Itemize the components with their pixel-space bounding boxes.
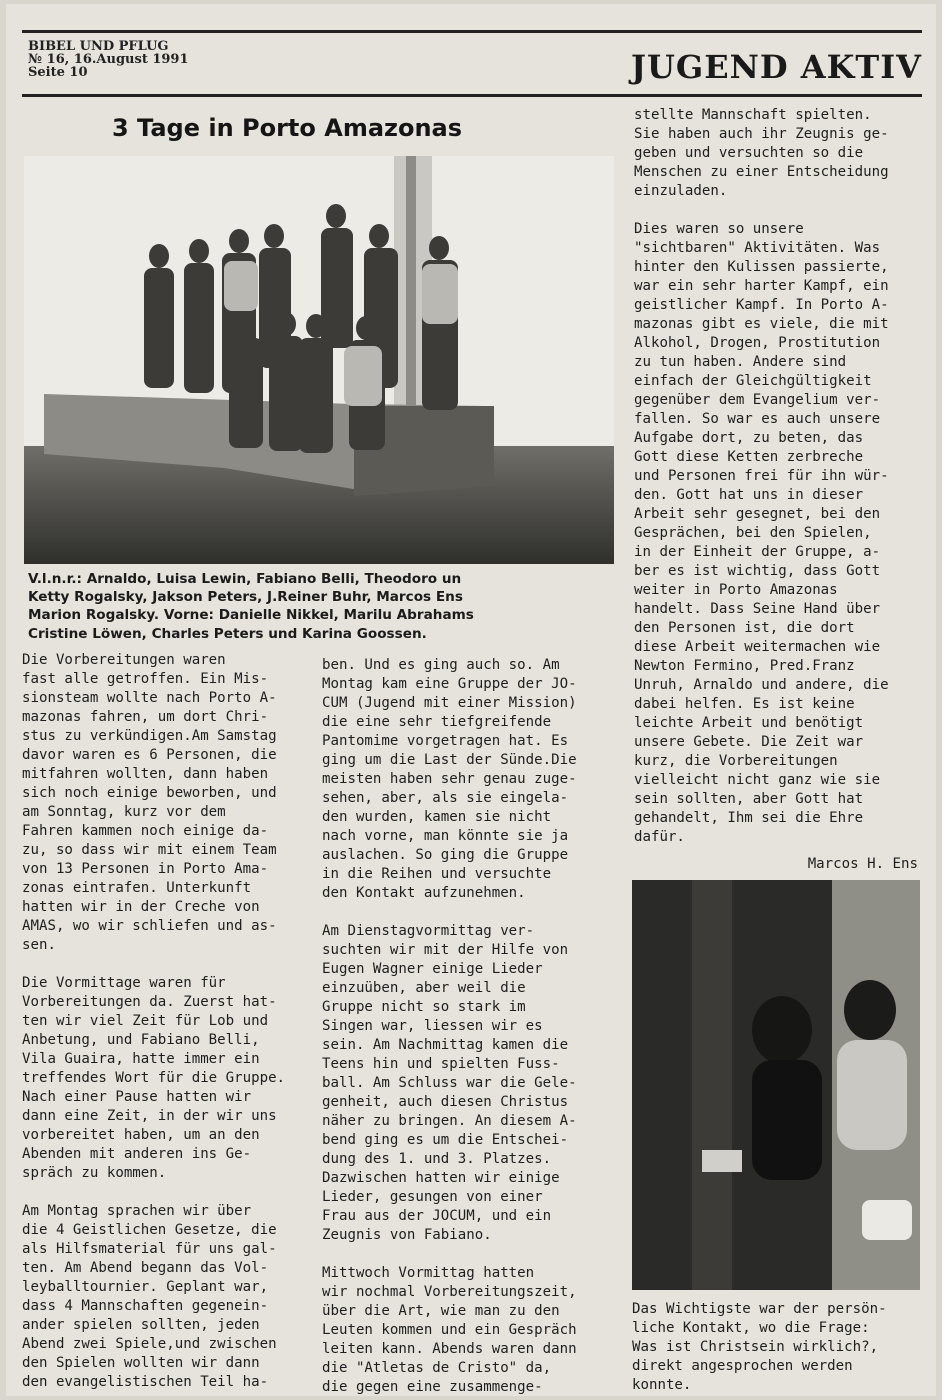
text-line: Vila Guaira, hatte immer ein [22, 1051, 260, 1067]
text-line: ball. Am Schluss war die Gele- [322, 1075, 577, 1091]
text-line: Sie haben auch ihr Zeugnis ge- [634, 126, 889, 142]
text-line: leiten kann. Abends waren dann [322, 1341, 577, 1357]
paragraph-gap [634, 201, 922, 220]
text-line: den evangelistischen Teil ha- [22, 1374, 269, 1390]
masthead-info [28, 40, 189, 79]
group-photo-image [24, 156, 614, 564]
text-line: spräch zu kommen. [22, 1165, 167, 1181]
text-line: suchten wir mit der Hilfe von [322, 942, 569, 958]
text-line: Aufgabe dort, zu beten, das [634, 430, 864, 446]
text-line: davor waren es 6 Personen, die [22, 747, 277, 763]
text-line: dafür. [634, 829, 685, 845]
paragraph-gap [322, 1245, 614, 1264]
section-title: JUGEND AKTIV [630, 48, 922, 86]
text-line: fast alle getroffen. Ein Mis- [22, 671, 269, 687]
text-line: Montag kam eine Gruppe der JO- [322, 676, 577, 692]
text-line: den Personen ist, die dort [634, 620, 855, 636]
caption-line: Was ist Christsein wirklich?, [632, 1339, 879, 1355]
text-line: zu, so dass wir mit einem Team [22, 842, 277, 858]
text-line: CUM (Jugend mit einer Mission) [322, 695, 577, 711]
text-line: genheit, auch diesen Christus [322, 1094, 569, 1110]
paragraph-gap [22, 955, 314, 974]
text-line: Abend zwei Spiele,und zwischen [22, 1336, 277, 1352]
publication-name: BIBEL UND PFLUG [28, 39, 169, 54]
text-line: näher zu bringen. An diesem A- [322, 1113, 577, 1129]
text-line: stellte Mannschaft spielten. [634, 107, 872, 123]
text-line: Am Montag sprachen wir über [22, 1203, 252, 1219]
text-line: unsere Gebete. Die Zeit war [634, 734, 864, 750]
caption-line: V.l.n.r.: Arnaldo, Luisa Lewin, Fabiano Belli, Theodoro un [28, 571, 462, 587]
text-line: hinter den Kulissen passierte, [634, 259, 889, 275]
text-line: stus zu verkündigen.Am Samstag [22, 728, 277, 744]
group-photo [24, 156, 614, 564]
text-line: Unruh, Arnaldo und andere, die [634, 677, 889, 693]
text-line: ging um die Last der Sünde.Die [322, 752, 577, 768]
text-line: ten wir viel Zeit für Lob und [22, 1013, 269, 1029]
text-line: sein. Am Nachmittag kamen die [322, 1037, 569, 1053]
caption-line: Ketty Rogalsky, Jakson Peters, J.Reiner Buhr, Marcos Ens [28, 589, 463, 606]
text-line: den wurden, kamen sie nicht [322, 809, 552, 825]
text-line: sehen, aber, als sie eingela- [322, 790, 569, 806]
text-line: die gegen eine zusammenge- [322, 1379, 543, 1395]
text-line: "sichtbaren" Aktivitäten. Was [634, 240, 881, 256]
text-line: auslachen. So ging die Gruppe [322, 847, 569, 863]
text-line: wir nochmal Vorbereitungszeit, [322, 1284, 577, 1300]
text-line: gegenüber dem Evangelium ver- [634, 392, 881, 408]
text-line: in der Einheit der Gruppe, a- [634, 544, 881, 560]
text-line: Abenden mit anderen ins Ge- [22, 1146, 252, 1162]
text-line: die "Atletas de Cristo" da, [322, 1360, 552, 1376]
text-line: Nach einer Pause hatten wir [22, 1089, 252, 1105]
text-line: Gruppe nicht so stark im [322, 999, 526, 1015]
text-line: von 13 Personen in Porto Ama- [22, 861, 269, 877]
text-line: mazonas gibt es viele, die mit [634, 316, 889, 332]
text-line: sionsteam wollte nach Porto A- [22, 690, 277, 706]
photo2-caption [632, 1300, 920, 1395]
text-line: als Hilfsmaterial für uns gal- [22, 1241, 277, 1257]
text-line: am Sonntag, kurz vor dem [22, 804, 226, 820]
text-line: hatten wir in der Creche von [22, 899, 260, 915]
text-line: und Personen frei für ihn wür- [634, 468, 889, 484]
text-line: Dies waren so unsere [634, 221, 804, 237]
text-line: fallen. So war es auch unsere [634, 411, 881, 427]
text-line: weiter in Porto Amazonas [634, 582, 838, 598]
text-line: Lieder, gesungen von einer [322, 1189, 543, 1205]
photo-caption [28, 570, 608, 643]
caption-line: Cristine Löwen, Charles Peters und Karina Goossen. [28, 625, 427, 642]
text-line: mitfahren wollten, dann haben [22, 766, 269, 782]
text-line: diese Arbeit weitermachen wie [634, 639, 881, 655]
text-line: Zeugnis von Fabiano. [322, 1227, 492, 1243]
article-column-2 [322, 656, 614, 1397]
caption-line: Das Wichtigste war der persön- [632, 1301, 887, 1317]
text-line: geben und versuchten so die [634, 145, 864, 161]
text-line: leichte Arbeit und benötigt [634, 715, 864, 731]
text-line: Newton Fermino, Pred.Franz [634, 658, 855, 674]
masthead-rule-top [22, 30, 922, 33]
text-line: gehandelt, Ihm sei die Ehre [634, 810, 864, 826]
text-line: den Spielen wollten wir dann [22, 1355, 260, 1371]
text-line: ten. Am Abend begann das Vol- [22, 1260, 269, 1276]
masthead-rule-bottom [22, 94, 922, 97]
text-line: leyballtournier. Geplant war, [22, 1279, 269, 1295]
caption-line: direkt angesprochen werden [632, 1358, 853, 1374]
text-line: vielleicht nicht ganz wie sie [634, 772, 881, 788]
text-line: Fahren kammen noch einige da- [22, 823, 269, 839]
caption-line: Marion Rogalsky. Vorne: Danielle Nikkel, Marilu Abrahams [28, 607, 474, 624]
text-line: ben. Und es ging auch so. Am [322, 657, 560, 673]
text-line: Dazwischen hatten wir einige [322, 1170, 560, 1186]
paragraph-gap [22, 1183, 314, 1202]
text-line: dass 4 Mannschaften gegenein- [22, 1298, 269, 1314]
text-line: Leuten kommen und ein Gespräch [322, 1322, 577, 1338]
text-line: dung des 1. und 3. Platzes. [322, 1151, 552, 1167]
text-line: über die Art, wie man zu den [322, 1303, 560, 1319]
text-line: Am Dienstagvormittag ver- [322, 923, 535, 939]
text-line: vorbereitet haben, um an den [22, 1127, 260, 1143]
text-line: Singen war, liessen wir es [322, 1018, 543, 1034]
text-line: dabei helfen. Es ist keine [634, 696, 855, 712]
author-signature: Marcos H. Ens [807, 856, 918, 872]
text-line: sen. [22, 937, 56, 953]
text-line: Menschen zu einer Entscheidung [634, 164, 889, 180]
paragraph-gap [322, 903, 614, 922]
text-line: AMAS, wo wir schliefen und as- [22, 918, 277, 934]
article-column-3 [634, 106, 922, 874]
text-line: sich noch einige beworben, und [22, 785, 277, 801]
discussion-photo-image [632, 880, 920, 1290]
text-line: Vorbereitungen da. Zuerst hat- [22, 994, 277, 1010]
text-line: zu tun haben. Andere sind [634, 354, 847, 370]
text-line: Mittwoch Vormittag hatten [322, 1265, 535, 1281]
text-line: Die Vorbereitungen waren [22, 652, 226, 668]
text-line: dann eine Zeit, in der wir uns [22, 1108, 277, 1124]
text-line: ber es ist wichtig, dass Gott [634, 563, 881, 579]
text-line: einzuladen. [634, 183, 728, 199]
text-line: die eine sehr tiefgreifende [322, 714, 552, 730]
text-line: bend ging es um die Entschei- [322, 1132, 569, 1148]
text-line: Arbeit sehr gesegnet, bei den [634, 506, 881, 522]
text-line: Alkohol, Drogen, Prostitution [634, 335, 881, 351]
text-line: Gesprächen, bei den Spielen, [634, 525, 872, 541]
text-line: in die Reihen und versuchte [322, 866, 552, 882]
discussion-photo [632, 880, 920, 1290]
text-line: die 4 Geistlichen Gesetze, die [22, 1222, 277, 1238]
text-line: Teens hin und spielten Fuss- [322, 1056, 560, 1072]
text-line: nach vorne, man könnte sie ja [322, 828, 569, 844]
issue-date: № 16, 16.August 1991 [28, 52, 189, 67]
text-line: war ein sehr harter Kampf, ein [634, 278, 889, 294]
text-line: treffendes Wort für die Gruppe. [22, 1070, 286, 1086]
text-line: Gott diese Ketten zerbreche [634, 449, 864, 465]
article-column-1 [22, 651, 314, 1392]
text-line: den Kontakt aufzunehmen. [322, 885, 526, 901]
text-line: geistlicher Kampf. In Porto A- [634, 297, 889, 313]
article-headline: 3 Tage in Porto Amazonas [112, 114, 463, 142]
text-line: handelt. Dass Seine Hand über [634, 601, 881, 617]
text-line: zonas eintrafen. Unterkunft [22, 880, 252, 896]
text-line: kurz, die Vorbereitungen [634, 753, 838, 769]
text-line: den. Gott hat uns in dieser [634, 487, 864, 503]
text-line: einzuüben, aber weil die [322, 980, 526, 996]
text-line: Anbetung, und Fabiano Belli, [22, 1032, 260, 1048]
page-number: Seite 10 [28, 65, 88, 80]
text-line: Frau aus der JOCUM, und ein [322, 1208, 552, 1224]
text-line: Pantomime vorgetragen hat. Es [322, 733, 569, 749]
text-line: einfach der Gleichgültigkeit [634, 373, 872, 389]
caption-line: konnte. [632, 1377, 692, 1393]
text-line: meisten haben sehr genau zuge- [322, 771, 577, 787]
caption-line: liche Kontakt, wo die Frage: [632, 1320, 870, 1336]
text-line: sein sollten, aber Gott hat [634, 791, 864, 807]
text-line: Eugen Wagner einige Lieder [322, 961, 543, 977]
text-line: mazonas fahren, um dort Chri- [22, 709, 269, 725]
text-line: ander spielen sollten, jeden [22, 1317, 260, 1333]
text-line: Die Vormittage waren für [22, 975, 226, 991]
